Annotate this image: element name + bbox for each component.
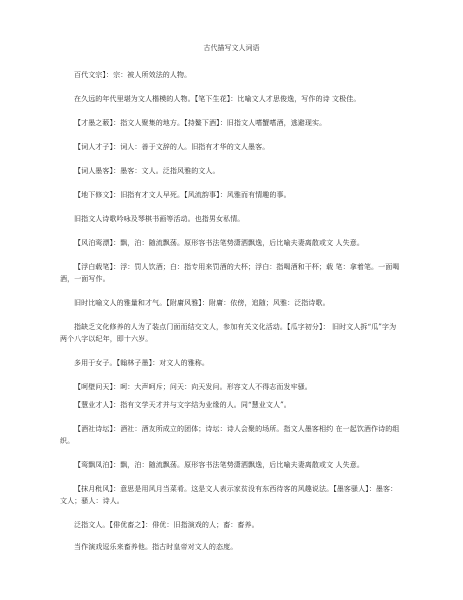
paragraph-10: 旧时比喻文人的雅量和才气。【附庸风雅】：附庸：依傍，追随；风雅：泛指诗歌。 xyxy=(74,299,330,307)
paragraph-2: 在久远的年代里堪为文人楷模的人物。【笔下生花】：比喻文人才思俊逸，写作的诗 文极佳。 xyxy=(74,95,361,103)
paragraph-17: 【抹月秕风】：意思是用风月当菜肴。这是文人表示家贫没有东西待客的风趣说法。【墨客骚人】：墨客：文人；骚人：诗人。 xyxy=(60,485,398,505)
paragraph-9: 【浮白载笔】：浮：罚人饮酒；白：指专用来罚酒的大杯；浮白：指喝酒和干杯；载 笔：拿着笔。一面喝酒，一面写作。 xyxy=(60,263,400,283)
paragraph-13: 【呵壁问天】：呵：大声呵斥；问天：向天发问。形容文人不得志而发牢骚。 xyxy=(74,383,312,391)
paragraph-8: 【风泊鸾漂】：飘，泊：随流飘荡。原形容书法笔势潇洒飘逸，后比喻夫妻离散或文 人失意。 xyxy=(74,239,364,247)
document-title: 古代描写文人词语 xyxy=(203,44,260,52)
paragraph-19: 当作演戏逗乐来畜养他。指古时皇帝对文人的态度。 xyxy=(74,543,238,551)
paragraph-15: 【酒社诗坛】：酒社：酒友所成立的团体；诗坛：诗人会聚的场所。指文人墨客相约 在一起饮酒作诗的组织。 xyxy=(60,425,400,445)
paragraph-16: 【鸾飘凤泊】：飘，泊：随流飘荡。原形容书法笔势潇洒飘逸，后比喻夫妻离散或文 人失意。 xyxy=(74,461,364,469)
paragraph-7: 旧指文人诗歌吟咏及琴棋书画等活动。也指男女私情。 xyxy=(74,215,245,223)
paragraph-4: 【词人才子】：词人：善于文辞的人。旧指有才华的文人墨客。 xyxy=(74,143,270,151)
paragraph-11: 指缺乏文化修养的人为了装点门面而结交文人，参加有关文化活动。【瓜字初分】： 旧时文人拆“瓜”字为两个八字以纪年，即十六岁。 xyxy=(60,323,397,343)
paragraph-14: 【慧业才人】：指有文学天才并与文字结为业缘的人。同“慧业文人”。 xyxy=(74,401,291,409)
paragraph-6: 【地下修文】：旧指有才文人早死。【风流韵事】：风雅而有情趣的事。 xyxy=(74,191,291,199)
paragraph-18: 泛指文人。【俳优畜之】：俳优：旧指演戏的人；畜：畜养。 xyxy=(74,521,259,529)
paragraph-5: 【词人墨客】：墨客：文人。泛指风雅的文人。 xyxy=(74,167,220,175)
paragraph-3: 【才墨之薮】：指文人聚集的地方。【持鳌下酒】：旧指文人嗜蟹嗜酒，逃避现实。 xyxy=(74,119,327,127)
paragraph-12: 多用于女子。【翰林子墨】：对文人的雅称。 xyxy=(74,359,209,367)
paragraph-1: 百代文宗】：宗：被人所效法的人物。 xyxy=(74,71,192,79)
